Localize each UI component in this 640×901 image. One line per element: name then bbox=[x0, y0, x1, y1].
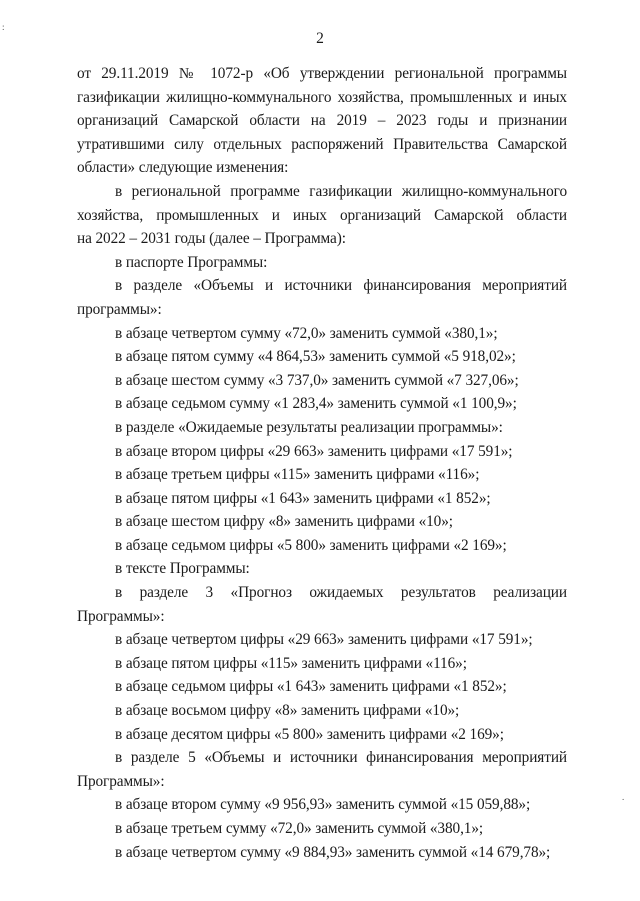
document-body bbox=[77, 62, 567, 864]
text-line: в абзаце десятом цифры «5 800» заменить цифрами «2 169»; bbox=[115, 725, 504, 743]
text-line: в тексте Программы: bbox=[115, 560, 250, 578]
text-line: в абзаце шестом сумму «3 737,0» заменить суммой «7 327,06»; bbox=[115, 371, 519, 389]
text-line: на 2022 – 2031 годы (далее – Программа): bbox=[77, 230, 346, 248]
text-line: Программы»: bbox=[77, 772, 165, 790]
text-line: в абзаце втором цифры «29 663» заменить цифрами «17 591»; bbox=[115, 442, 513, 460]
text-line: в абзаце пятом цифры «1 643» заменить цифрами «1 852»; bbox=[115, 489, 491, 507]
scan-artifact-mark: . bbox=[622, 792, 625, 802]
text-line: в абзаце седьмом цифры «5 800» заменить цифрами «2 169»; bbox=[115, 536, 507, 554]
text-line: программы»: bbox=[77, 300, 162, 318]
text-line: в абзаце четвертом сумму «72,0» заменить суммой «380,1»; bbox=[115, 324, 498, 342]
text-line: в абзаце пятом цифры «115» заменить цифрами «116»; bbox=[115, 654, 467, 672]
text-line: в абзаце пятом сумму «4 864,53» заменить суммой «5 918,02»; bbox=[115, 348, 516, 366]
text-line: в абзаце третьем сумму «72,0» заменить суммой «380,1»; bbox=[115, 820, 484, 837]
text-line: в разделе «Ожидаемые результаты реализации программы»: bbox=[115, 418, 503, 436]
text-line: в разделе 5 «Объемы и источники финансирования мероприятий bbox=[115, 749, 567, 767]
text-line: в паспорте Программы: bbox=[115, 253, 268, 271]
text-line: Программы»: bbox=[77, 607, 165, 625]
text-line: в абзаце шестом цифру «8» заменить цифрами «10»; bbox=[115, 513, 453, 531]
text-line: в абзаце третьем цифры «115» заменить цифрами «116»; bbox=[115, 466, 480, 484]
text-line: в разделе «Объемы и источники финансирования мероприятий bbox=[115, 277, 567, 295]
text-line: утратившими силу отдельных распоряжений Правительства Самарской bbox=[77, 135, 567, 153]
text-line: в абзаце втором сумму «9 956,93» заменить суммой «15 059,88»; bbox=[115, 796, 531, 814]
text-line: в региональной программе газификации жилищно-коммунального bbox=[115, 182, 567, 200]
text-line: от 29.11.2019 № 1072-р «Об утверждении региональной программы bbox=[77, 65, 567, 82]
text-line: в абзаце четвертом цифры «29 663» заменить цифрами «17 591»; bbox=[115, 631, 533, 649]
text-line: хозяйства, промышленных и иных организаций Самарской области bbox=[77, 206, 567, 224]
text-line: в абзаце седьмом сумму «1 283,4» заменить суммой «1 100,9»; bbox=[115, 395, 517, 413]
text-line: в абзаце седьмом цифры «1 643» заменить цифрами «1 852»; bbox=[115, 678, 507, 696]
text-line: в разделе 3 «Прогноз ожидаемых результатов реализации bbox=[115, 584, 567, 602]
scan-artifact-mark: : bbox=[2, 22, 5, 32]
text-line: в абзаце четвертом сумму «9 884,93» заменить суммой «14 679,78»; bbox=[115, 843, 551, 861]
text-line: области» следующие изменения: bbox=[77, 159, 289, 177]
text-line: организаций Самарской области на 2019 – 2023 годы и признании bbox=[77, 112, 567, 130]
page-number: 2 bbox=[316, 30, 324, 47]
text-line: газификации жилищно-коммунального хозяйства, промышленных и иных bbox=[77, 88, 567, 106]
text-line: в абзаце восьмом цифру «8» заменить цифрами «10»; bbox=[115, 702, 460, 720]
